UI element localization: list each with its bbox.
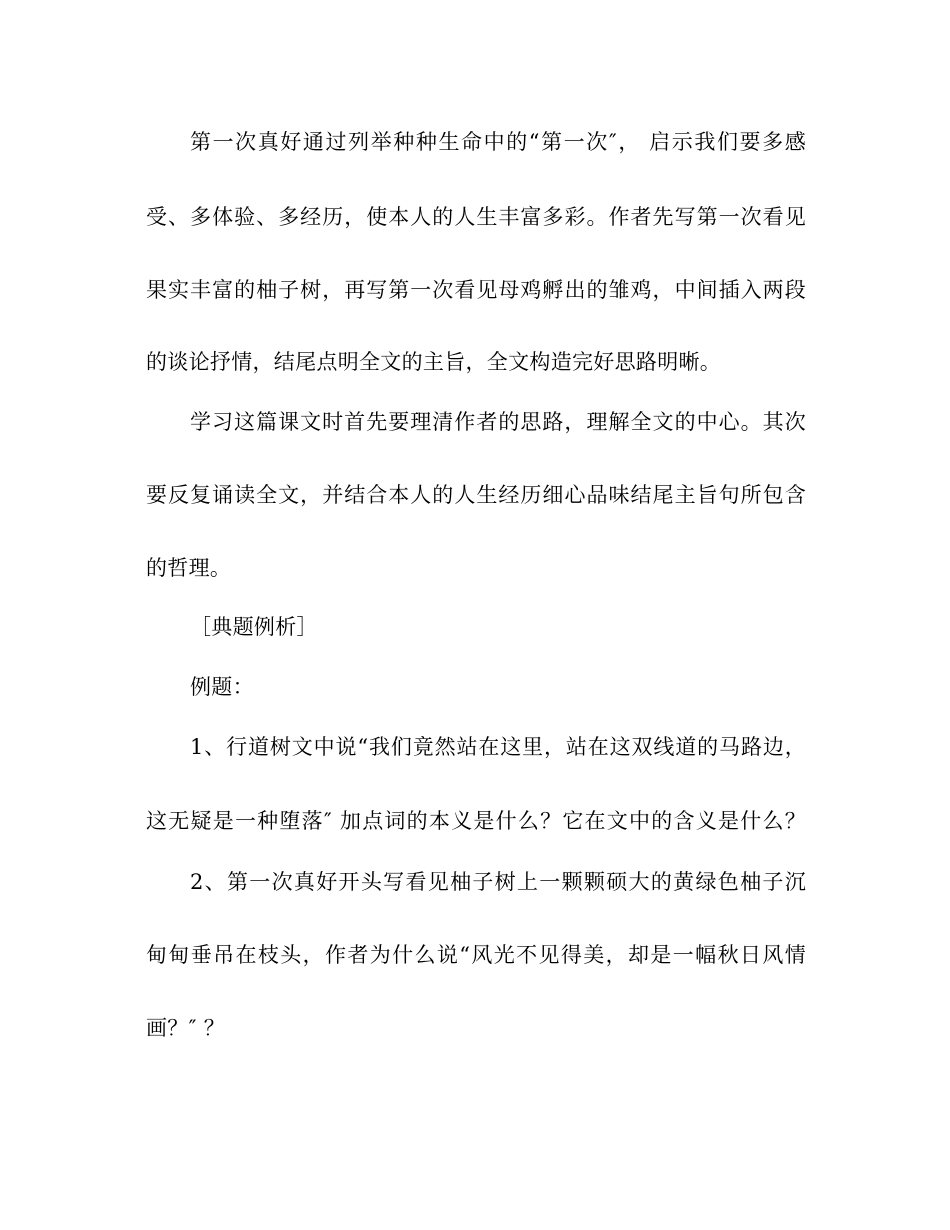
question-2-line-3: 画？″ ？ [146,1016,226,1040]
paragraph-1-line-4: 的谈论抒情，结尾点明全文的主旨，全文构造完好思路明晰。 [146,350,722,374]
example-label: 例题： [190,675,254,699]
paragraph-1-line-3: 果实丰富的柚子树，再写第一次看见母鸡孵出的雏鸡，中间插入两段 [146,278,806,302]
paragraph-1-line-1: 第一次真好通过列举种种生命中的“第一次″， 启示我们要多感 [190,130,806,154]
paragraph-2-line-1: 学习这篇课文时首先要理清作者的思路，理解全文的中心。其次 [190,410,806,434]
paragraph-1-line-2: 受、多体验、多经历，使本人的人生丰富多彩。作者先写第一次看见 [146,205,806,229]
question-2-line-1: 2、第一次真好开头写看见柚子树上一颗颗硕大的黄绿色柚子沉 [190,870,806,894]
paragraph-2-line-3: 的哲理。 [146,556,232,580]
question-1-line-1: 1、行道树文中说“我们竟然站在这里，站在这双线道的马路边， [190,735,806,759]
question-2-line-2: 甸甸垂吊在枝头，作者为什么说“风光不见得美，却是一幅秋日风情 [146,943,806,967]
paragraph-2-line-2: 要反复诵读全文，并结合本人的人生经历细心品味结尾主旨句所包含 [146,483,806,507]
section-heading: ［典题例析］ [190,615,318,639]
question-1-line-2: 这无疑是一种堕落″ 加点词的本义是什么？它在文中的含义是什么？ [146,809,806,833]
